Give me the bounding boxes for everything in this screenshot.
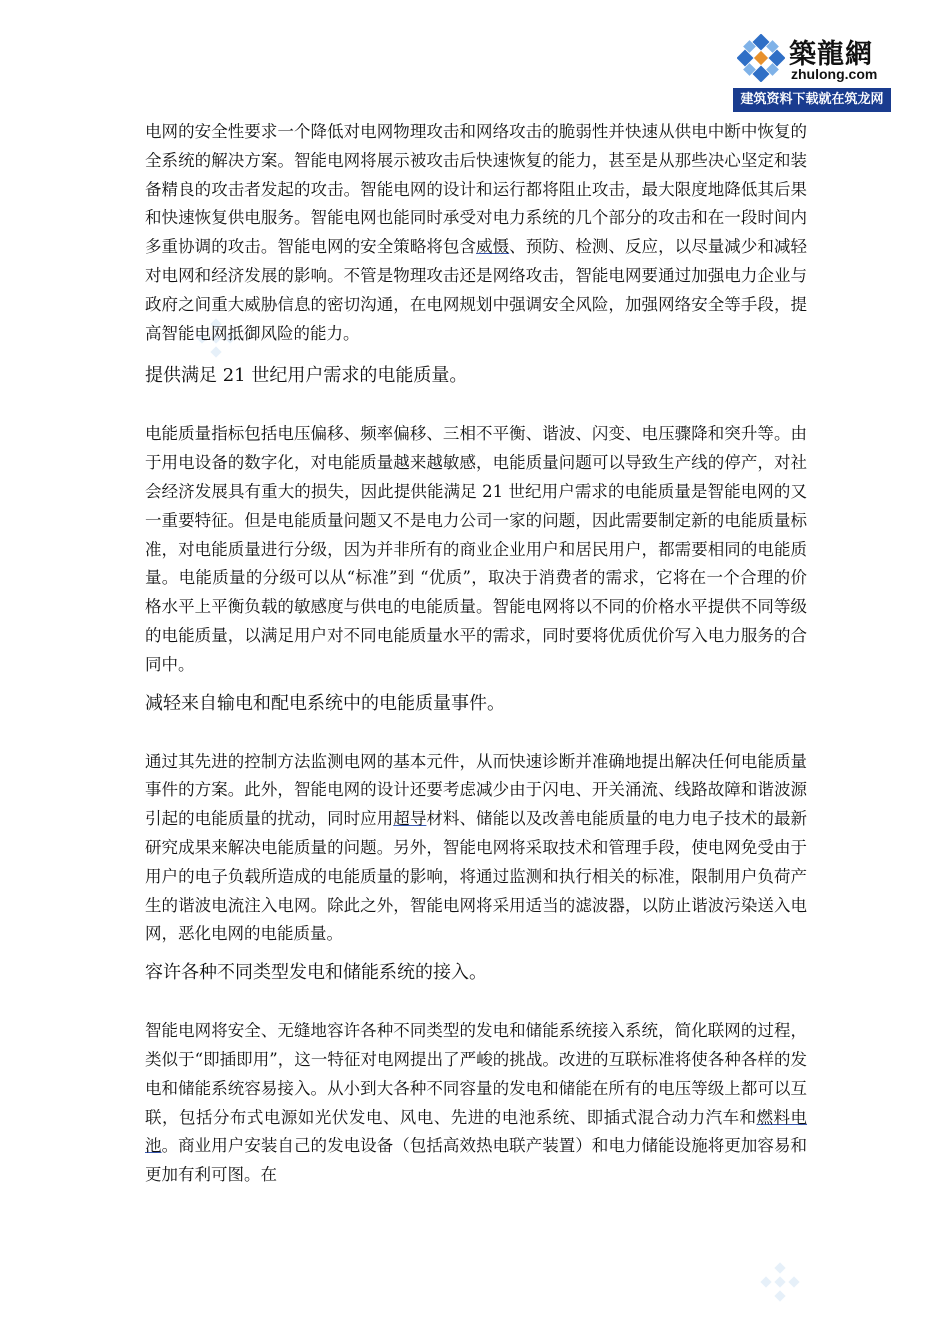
text-run: 智能电网将安全、无缝地容许各种不同类型的发电和储能系统接入系统，简化联网的过程，类似于“即插即用”，这一特征对电网提出了严峻的挑战。改进的互联标准将使各种各样的发电和储能系统容易接入。从小到大各种不同容量的发电和储能在所有的电压等级上都可以互联，包括分布式电源如光伏发电、风电、先进的电池系统、即插式混合动力汽车和 [145, 1021, 807, 1127]
logo-name-cn: 築龍網 [789, 39, 873, 70]
text-run: 、预防、检测、反应，以尽量减少和减轻对电网和经济发展的影响。不管是物理攻击还是网络攻击，智能电网要通过加强电力企业与政府之间重大威胁信息的密切沟通，在电网规划中强调安全风险，加强网络安全等手段，提高智能电网抵御风险的能力。 [145, 237, 808, 343]
link-superconductor[interactable]: 超导 [393, 809, 427, 829]
watermark-snowflake-icon [760, 1262, 800, 1302]
heading-generation-storage: 容许各种不同类型发电和储能系统的接入。 [145, 962, 487, 984]
paragraph-generation-storage [145, 1017, 807, 1190]
paragraph-grid-security [145, 118, 807, 348]
heading-power-quality: 提供满足 21 世纪用户需求的电能质量。 [145, 365, 468, 387]
logo-domain: zhulong.com [791, 66, 878, 82]
link-deterrence[interactable]: 威慑 [476, 237, 510, 257]
heading-quality-events: 减轻来自输电和配电系统中的电能质量事件。 [145, 692, 505, 714]
link-fuel-cell[interactable]: 燃料电池 [145, 1107, 808, 1156]
document-body [145, 118, 807, 1190]
text-run: 电网的安全性要求一个降低对电网物理攻击和网络攻击的脆弱性并快速从供电中断中恢复的全系统的解决方案。智能电网将展示被攻击后快速恢复的能力，甚至是从那些决心坚定和装备精良的攻击者发起的攻击。智能电网的设计和运行都将阻止攻击，最大限度地降低其后果和快速恢复供电服务。智能电网也能同时承受对电力系统的几个部分的攻击和在一段时间内多重协调的攻击。智能电网的安全策略将包含 [145, 122, 807, 257]
logo-top [733, 26, 891, 86]
text-run: 材料、储能以及改善电能质量的电力电子技术的最新研究成果来解决电能质量的问题。另外，智能电网将采取技术和管理手段，使电网免受由于用户的电子负载所造成的电能质量的影响，将通过监测和执行相关的标准，限制用户负荷产生的谐波电流注入电网。除此之外，智能电网将采用适当的滤波器，以防止谐波污染送入电网，恶化电网的电能质量。 [145, 809, 808, 944]
text-run: 通过其先进的控制方法监测电网的基本元件，从而快速诊断并准确地提出解决任何电能质量事件的方案。此外，智能电网的设计还要考虑减少由于闪电、开关涌流、线路故障和谐波源引起的电能质量的扰动，同时应用 [145, 751, 807, 829]
snowflake-logo-icon [737, 34, 785, 82]
text-run: 电能质量指标包括电压偏移、频率偏移、三相不平衡、谐波、闪变、电压骤降和突升等。由于用电设备的数字化，对电能质量越来越敏感，电能质量问题可以导致生产线的停产，对社会经济发展具有重大的损失，因此提供能满足 21 世纪用户需求的电能质量是智能电网的又一重要特征。但是电能质量问题又不是电力公司一家的问题，因此需要制定新的电能质量标准，对电能质量进行分级，因为并非所有的商业企业用户和居民用户，都需要相同的电能质量。电能质量的分级可以从“标准”到 “优质”，取决于消费者的需求，它将在一个合理的价格水平上平衡负载的敏感度与供电的电能质量。智能电网将以不同的价格水平提供不同等级的电能质量，以满足用户对不同电能质量水平的需求，同时要将优质优价写入电力服务的合同中。 [145, 424, 807, 674]
zhulong-logo [733, 26, 891, 112]
paragraph-quality-events [145, 748, 807, 950]
logo-tagline: 建筑资料下载就在筑龙网 [733, 88, 891, 112]
paragraph-power-quality [145, 420, 807, 679]
text-run: 。商业用户安装自己的发电设备（包括高效热电联产装置）和电力储能设施将更加容易和更加有利可图。在 [145, 1136, 808, 1185]
